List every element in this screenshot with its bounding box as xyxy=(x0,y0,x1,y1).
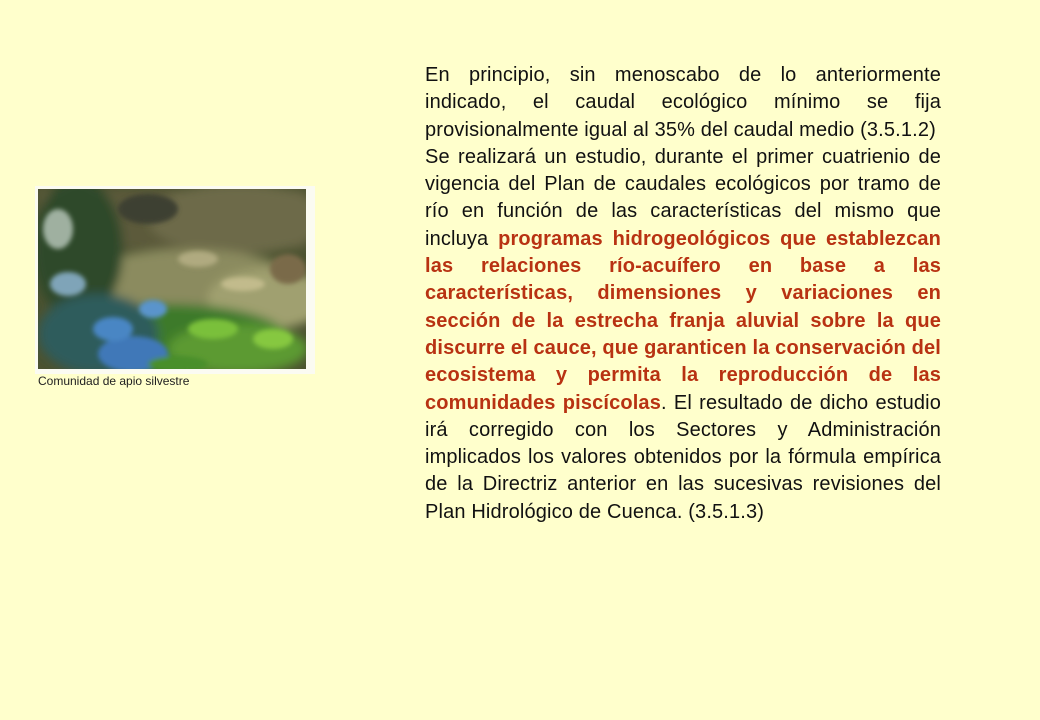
paragraph-estudio-conclusion: . El resultado de dicho estudio irá corregido con los Sectores y Administración implicados los valores obtenidos por la fórmula empírica de la Directriz anterior en las sucesivas revisiones del Plan Hidrológico de Cuenca. (3.5.1.3) xyxy=(425,391,941,523)
paragraph-caudal-minimo: En principio, sin menoscabo de lo anteriormente indicado, el caudal ecológico mínimo se fija provisionalmente igual al 35% del caudal medio (3.5.1.2) xyxy=(425,64,941,141)
paragraph-estudio-intro: Se realizará un estudio, durante el primer cuatrienio de vigencia del Plan de caudales ecológicos por tramo de río en función de las características del mismo que incluya xyxy=(425,145,941,250)
photo-frame xyxy=(35,186,315,374)
river-photo xyxy=(38,189,306,369)
paragraph-estudio xyxy=(425,144,941,526)
photo-caption: Comunidad de apio silvestre xyxy=(38,374,190,388)
highlighted-programs-text: programas hidrogeológicos que establezcan las relaciones río-acuífero en base a las características, dimensiones y variaciones en sección de la estrecha franja aluvial sobre la que discurre el cauce, que garanticen la conservación del ecosistema y permita la reproducción de las comunidades piscícolas xyxy=(425,227,941,414)
body-text xyxy=(425,62,941,526)
